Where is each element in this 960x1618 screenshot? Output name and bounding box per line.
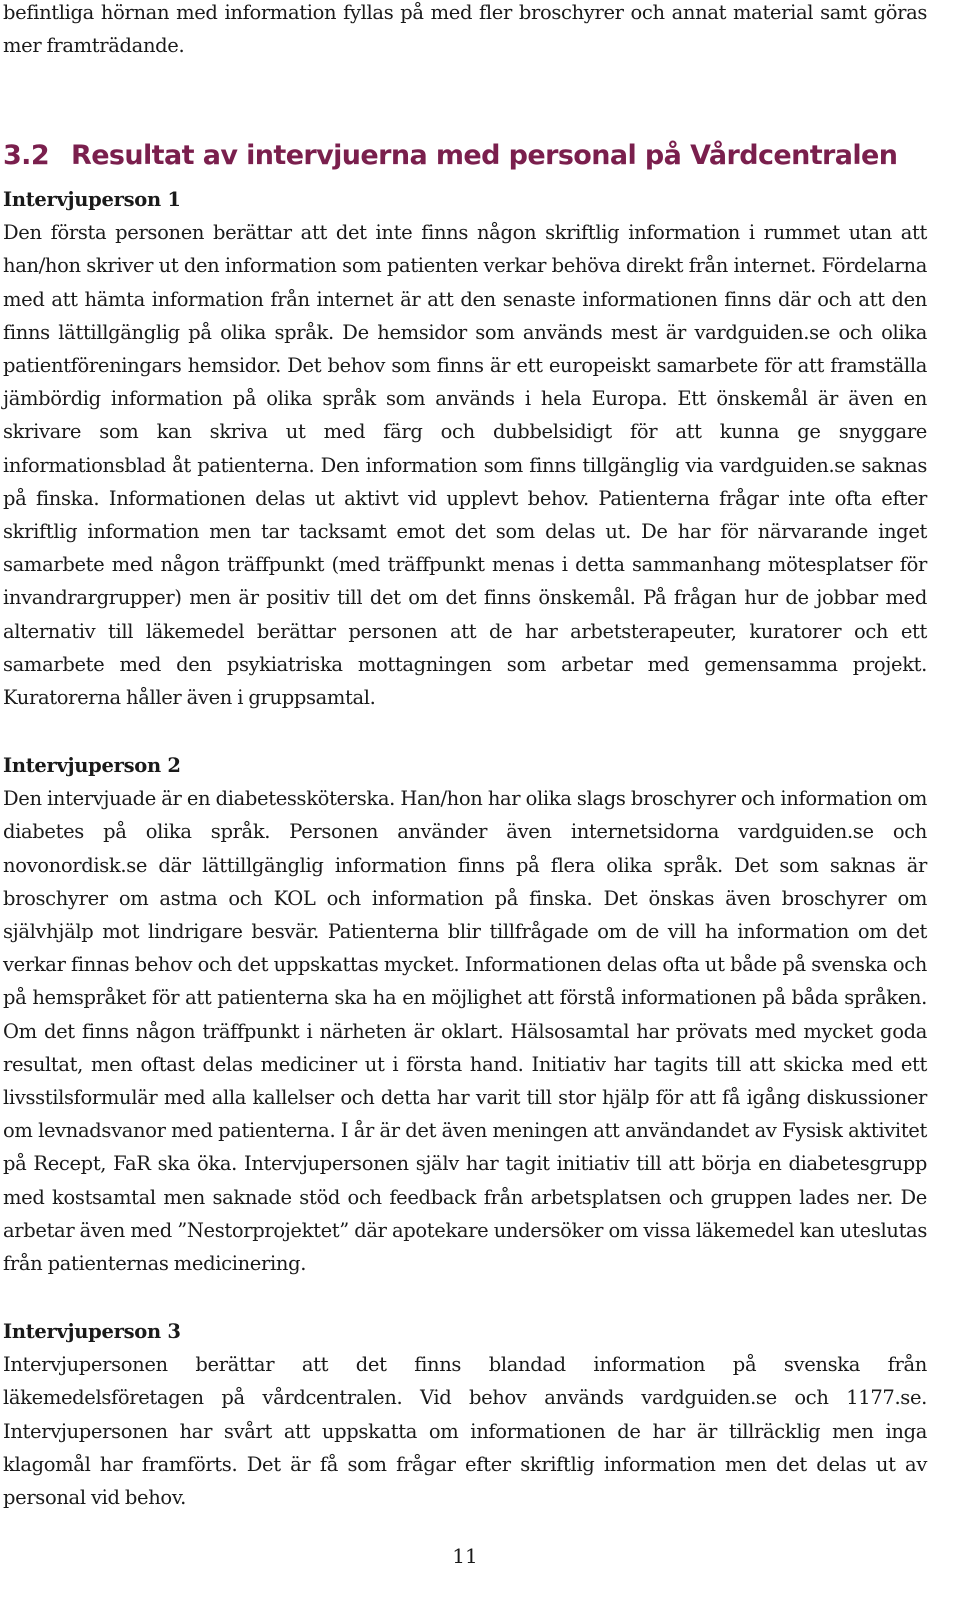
interview-3-paragraph: Intervjupersonen berättar att det finns blandad information på svenska från läkemedelsföretagen på vårdcentralen. Vid behov används vardguiden.se och 1177.se. Intervjupersonen har svårt att uppskatta om informationen de har är tillräcklig men inga klagomål har framförts. Det är få som frågar efter skriftlig information men det delas ut av personal vid behov. [3,1353,927,1510]
interview-2-block [3,749,927,1280]
interview-3-heading: Intervjuperson 3 [3,1320,181,1343]
section-number: 3.2 [3,140,50,171]
interview-1-paragraph: Den första personen berättar att det inte finns någon skriftlig information i rummet utan att han/hon skriver ut den information som patienten verkar behöva direkt från internet. Fördelarna med att hämta information från internet är att den senaste informationen finns där och att den finns lättillgänglig på olika språk. De hemsidor som används mest är vardguiden.se och olika patientföreningars hemsidor. Det behov som finns är ett europeiskt samarbete för att framställa jämbördig information på olika språk som används i hela Europa. Ett önskemål är även en skrivare som kan skriva ut med färg och dubbelsidigt för att kunna ge snyggare informationsblad åt patienterna. Den information som finns tillgänglig via vardguiden.se saknas på finska. Informationen delas ut aktivt vid upplevt behov. Patienterna frågar inte ofta efter skriftlig information men tar tacksamt emot det som delas ut. De har för närvarande inget samarbete med någon träffpunkt (med träffpunkt menas i detta sammanhang mötesplatser för invandrargrupper) men är positiv till det om det finns önskemål. På frågan hur de jobbar med alternativ till läkemedel berättar personen att de har arbetsterapeuter, kuratorer och ett samarbete med den psykiatriska mottagningen som arbetar med gemensamma projekt. Kuratorerna håller även i gruppsamtal. [3,221,927,710]
interview-2-heading: Intervjuperson 2 [3,754,181,777]
interview-2-paragraph: Den intervjuade är en diabetessköterska. Han/hon har olika slags broschyrer och information om diabetes på olika språk. Personen använder även internetsidorna vardguiden.se och novonordisk.se där lättillgänglig information finns på flera olika språk. Det som saknas är broschyrer om astma och KOL och information på finska. Det önskas även broschyrer om självhjälp mot lindrigare besvär. Patienterna blir tillfrågade om de vill ha information om det verkar finnas behov och det uppskattas mycket. Informationen delas ofta ut både på svenska och på hemspråket för att patienterna ska ha en möjlighet att förstå informationen på båda språken. Om det finns någon träffpunkt i närheten är oklart. Hälsosamtal har prövats med mycket goda resultat, men oftast delas mediciner ut i första hand. Initiativ har tagits till att skicka med ett livsstilsformulär med alla kallelser och detta har varit till stor hjälp för att få igång diskussioner om levnadsvanor med patienterna. I år är det även meningen att användandet av Fysisk aktivitet på Recept, FaR ska öka. Intervjupersonen själv har tagit initiativ till att börja en diabetesgrupp med kostsamtal men saknade stöd och feedback från arbetsplatsen och gruppen lades ner. De arbetar även med ”Nestorprojektet” där apotekare undersöker om vissa läkemedel kan uteslutas från patienternas medicinering. [3,787,927,1276]
section-heading [3,139,897,173]
page-number: 11 [452,1544,478,1568]
interview-1-block [3,183,927,714]
interview-3-block [3,1315,927,1514]
section-title: Resultat av intervjuerna med personal på Vårdcentralen [71,140,898,171]
intro-paragraph: befintliga hörnan med information fyllas på med fler broschyrer och annat material samt göras mer framträdande. [3,1,927,58]
interview-1-heading: Intervjuperson 1 [3,188,181,211]
intro-block [3,0,927,62]
